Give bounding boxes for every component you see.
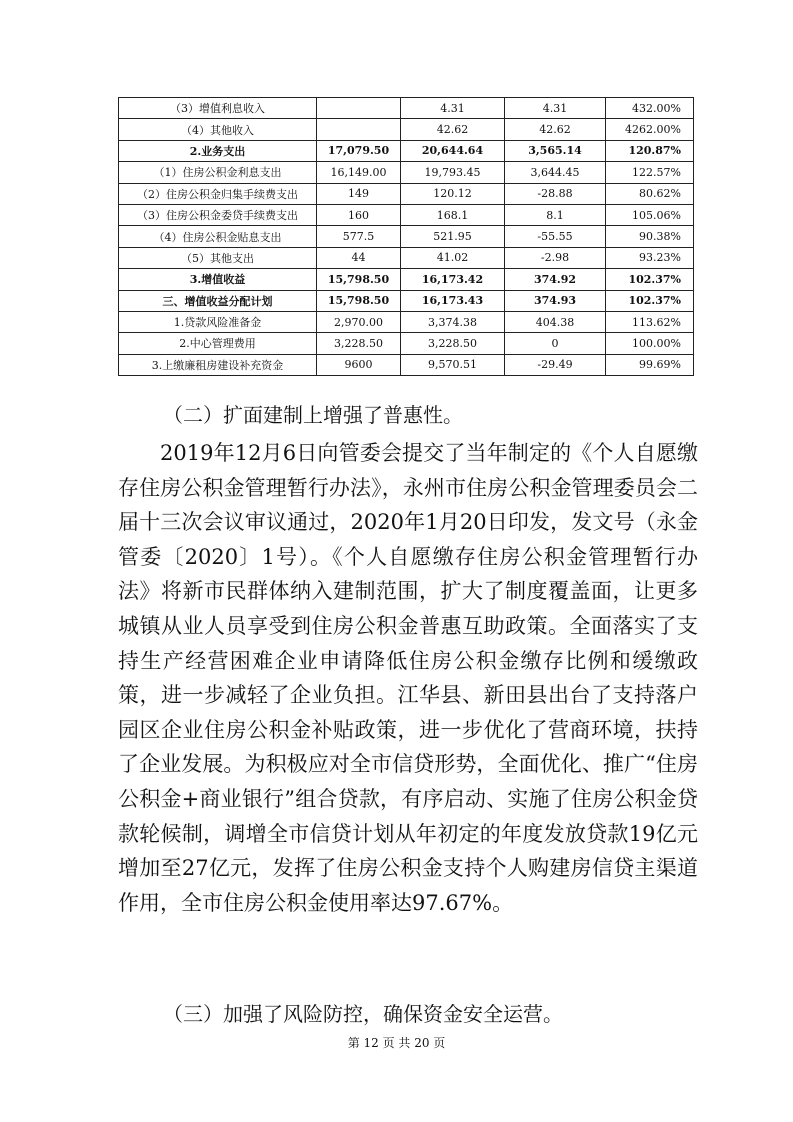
table-cell-col5: 4262.00%	[606, 119, 694, 140]
table-cell-col5: 99.69%	[606, 354, 694, 375]
table-cell-col2: 577.5	[317, 226, 401, 247]
table-cell-col4: 4.31	[505, 98, 606, 119]
table-cell-col2: 17,079.50	[317, 140, 401, 161]
table-cell-col4: 0	[505, 333, 606, 354]
table-row	[119, 311, 694, 332]
table-row	[119, 333, 694, 354]
table-cell-col3: 3,228.50	[401, 333, 505, 354]
table-cell-col4: -2.98	[505, 247, 606, 268]
table-row	[119, 183, 694, 204]
table-row	[119, 140, 694, 161]
table-cell-col5: 93.23%	[606, 247, 694, 268]
section-2-paragraph: 2019年12月6日向管委会提交了当年制定的《个人自愿缴存住房公积金管理暂行办法》，永州市住房公积金管理委员会二届十三次会议审议通过，2020年1月20日印发，发文号（永金管委〔2020〕1号）。《个人自愿缴存住房公积金管理暂行办法》将新市民群体纳入建制范围，扩大了制度覆盖面，让更多城镇从业人员享受到住房公积金普惠互助政策。全面落实了支持生产经营困难企业申请降低住房公积金缴存比例和缓缴政策，进一步减轻了企业负担。江华县、新田县出台了支持落户园区企业住房公积金补贴政策，进一步优化了营商环境，扶持了企业发展。为积极应对全市信贷形势，全面优化、推广“住房公积金+商业银行”组合贷款，有序启动、实施了住房公积金贷款轮候制，调增全市信贷计划从年初定的年度发放贷款19亿元增加至27亿元，发挥了住房公积金支持个人购建房信贷主渠道作用，全市住房公积金使用率达97.67%。	[118, 441, 698, 915]
table-cell-col5: 105.06%	[606, 204, 694, 225]
table-cell-col4: 3,644.45	[505, 162, 606, 183]
table-cell-col2: 149	[317, 183, 401, 204]
table-cell-item: 2.业务支出	[119, 140, 317, 161]
table-cell-col2	[317, 119, 401, 140]
table-cell-col4: 374.92	[505, 269, 606, 290]
table-cell-col3: 4.31	[401, 98, 505, 119]
table-cell-item: 1.贷款风险准备金	[119, 311, 317, 332]
table-cell-item: 3.增值收益	[119, 269, 317, 290]
table-cell-col2	[317, 98, 401, 119]
table-row	[119, 162, 694, 183]
table-cell-col4: 374.93	[505, 290, 606, 311]
table-row	[119, 119, 694, 140]
table-row	[119, 247, 694, 268]
table-cell-item: （4）住房公积金贴息支出	[119, 226, 317, 247]
table-cell-col5: 90.38%	[606, 226, 694, 247]
table-cell-col2: 160	[317, 204, 401, 225]
table-cell-item: （2）住房公积金归集手续费支出	[119, 183, 317, 204]
table-cell-col4: -28.88	[505, 183, 606, 204]
table-cell-col3: 120.12	[401, 183, 505, 204]
table-cell-col2: 15,798.50	[317, 269, 401, 290]
table-row	[119, 226, 694, 247]
table-cell-item: （1）住房公积金利息支出	[119, 162, 317, 183]
table-cell-col5: 432.00%	[606, 98, 694, 119]
table-row	[119, 290, 694, 311]
table-cell-col5: 102.37%	[606, 269, 694, 290]
finance-table	[118, 97, 694, 376]
table-cell-col4: 404.38	[505, 311, 606, 332]
table-cell-col5: 122.57%	[606, 162, 694, 183]
table-cell-item: （4）其他收入	[119, 119, 317, 140]
table-cell-item: （3）住房公积金委贷手续费支出	[119, 204, 317, 225]
table-cell-col4: 8.1	[505, 204, 606, 225]
table-cell-col3: 41.02	[401, 247, 505, 268]
table-cell-col5: 102.37%	[606, 290, 694, 311]
table-cell-col2: 16,149.00	[317, 162, 401, 183]
table-cell-col3: 16,173.42	[401, 269, 505, 290]
table-cell-col5: 100.00%	[606, 333, 694, 354]
table-cell-col2: 44	[317, 247, 401, 268]
table-cell-col4: -55.55	[505, 226, 606, 247]
table-cell-item: （5）其他支出	[119, 247, 317, 268]
table-cell-col3: 9,570.51	[401, 354, 505, 375]
section-heading-2: （二）扩面建制上增强了普惠性。	[163, 403, 463, 427]
finance-table-container	[118, 97, 693, 376]
table-row	[119, 204, 694, 225]
table-cell-col4: 3,565.14	[505, 140, 606, 161]
table-cell-col5: 80.62%	[606, 183, 694, 204]
table-cell-col5: 120.87%	[606, 140, 694, 161]
table-cell-col3: 168.1	[401, 204, 505, 225]
table-cell-col2: 15,798.50	[317, 290, 401, 311]
table-cell-col5: 113.62%	[606, 311, 694, 332]
table-cell-item: 2.中心管理费用	[119, 333, 317, 354]
table-cell-item: 3.上缴廉租房建设补充资金	[119, 354, 317, 375]
section-heading-3: （三）加强了风险防控，确保资金安全运营。	[163, 1002, 563, 1026]
table-cell-col2: 2,970.00	[317, 311, 401, 332]
table-cell-col3: 19,793.45	[401, 162, 505, 183]
table-cell-item: 三、增值收益分配计划	[119, 290, 317, 311]
table-row	[119, 98, 694, 119]
table-cell-col3: 521.95	[401, 226, 505, 247]
table-cell-col4: 42.62	[505, 119, 606, 140]
table-cell-item: （3）增值利息收入	[119, 98, 317, 119]
table-cell-col3: 16,173.43	[401, 290, 505, 311]
table-cell-col2: 3,228.50	[317, 333, 401, 354]
table-cell-col3: 3,374.38	[401, 311, 505, 332]
finance-table-body	[119, 98, 694, 376]
table-cell-col3: 42.62	[401, 119, 505, 140]
table-row	[119, 269, 694, 290]
table-cell-col4: -29.49	[505, 354, 606, 375]
table-cell-col2: 9600	[317, 354, 401, 375]
table-row	[119, 354, 694, 375]
table-cell-col3: 20,644.64	[401, 140, 505, 161]
page-footer: 第 12 页 共 20 页	[347, 1036, 446, 1050]
